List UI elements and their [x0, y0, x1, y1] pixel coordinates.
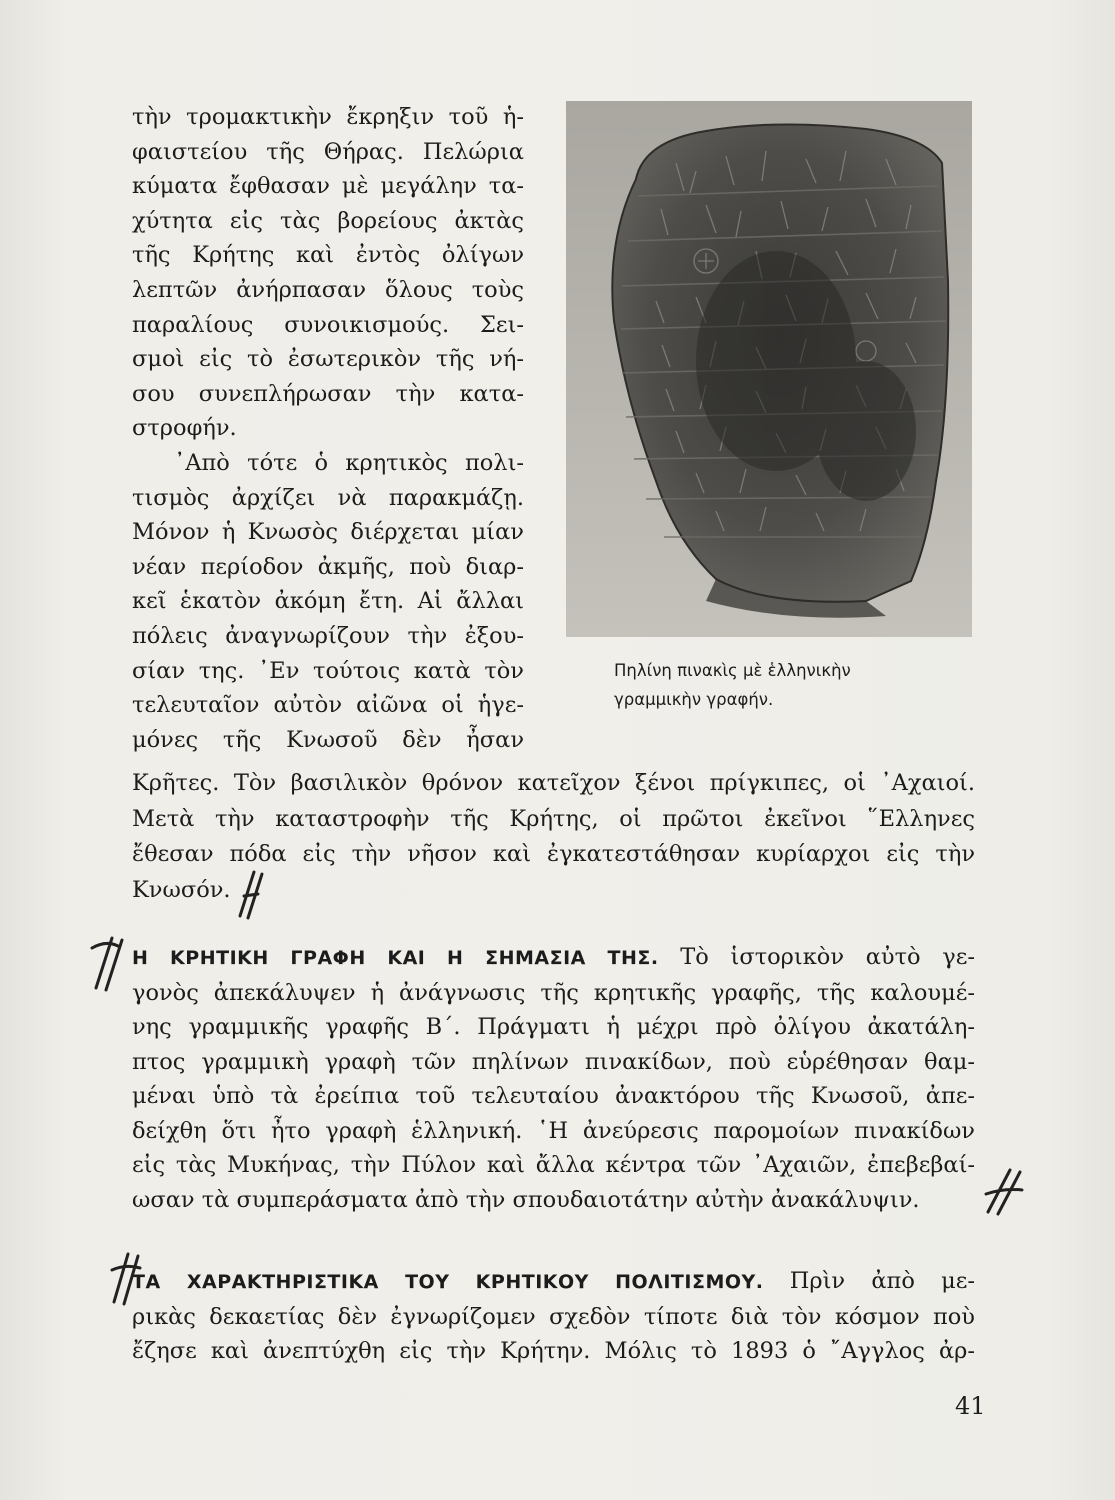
text-line: Κνωσόν.: [132, 876, 231, 903]
section-cretan-script: [132, 940, 975, 1217]
text-line: τελευταῖον αὐτὸν αἰῶνα οἱ ἡγε-: [132, 692, 524, 719]
text-line: εἰς τὰς Μυκήνας, τὴν Πύλον καὶ ἄλλα κέντρα τῶν ᾿Αχαιῶν, ἐπεβεβαί-: [132, 1152, 975, 1178]
figure-caption: [614, 656, 944, 714]
section-heading: ΤΑ ΧΑΡΑΚΤΗΡΙΣΤΙΚΑ ΤΟΥ ΚΡΗΤΙΚΟΥ ΠΟΛΙΤΙΣΜΟΥ.: [132, 1271, 764, 1293]
text-line: λεπτῶν ἀνήρπασαν ὅλους τοὺς: [132, 276, 524, 303]
section-first-line-text: Τὸ ἱστορικὸν αὐτὸ γε-: [658, 944, 975, 970]
text-line: Κρῆτες. Τὸν βασιλικὸν θρόνον κατεῖχον ξένοι πρίγκιπες, οἱ ᾿Αχαιοί.: [132, 770, 975, 796]
text-line: δείχθη ὅτι ἦτο γραφὴ ἑλληνική. ῾Η ἀνεύρεσις παρομοίων πινακίδων: [132, 1117, 975, 1144]
page-number: 41: [955, 1392, 986, 1420]
caption-line: Πηλίνη πινακὶς μὲ ἑλληνικὴν: [614, 661, 851, 680]
text-line: Μόνον ἡ Κνωσὸς διέρχεται μίαν: [132, 519, 524, 546]
text-line: ρικὰς δεκαετίας δὲν ἐγνωρίζομεν σχεδὸν τίποτε διὰ τὸν κόσμον ποὺ: [132, 1303, 975, 1330]
text-line: σίαν της. ᾿Εν τούτοις κατὰ τὸν: [132, 657, 524, 684]
text-line: στροφήν.: [132, 415, 237, 442]
section-first-line-text: Πρὶν ἀπὸ με-: [763, 1268, 976, 1294]
section-heading: Η ΚΡΗΤΙΚΗ ΓΡΑΦΗ ΚΑΙ Η ΣΗΜΑΣΙΑ ΤΗΣ.: [132, 947, 659, 969]
text-line: νέαν περίοδον ἀκμῆς, ποὺ διαρ-: [132, 553, 524, 580]
text-line: φαιστείου τῆς Θήρας. Πελώρια: [132, 138, 524, 165]
clay-tablet-photo: [566, 101, 972, 637]
text-line: πόλεις ἀναγνωρίζουν τὴν ἐξου-: [132, 622, 524, 649]
section-first-line: [132, 940, 975, 976]
text-line: σμοὶ εἰς τὸ ἐσωτερικὸν τῆς νή-: [132, 346, 524, 373]
pen-mark-icon: [86, 930, 136, 994]
text-line: Μετὰ τὴν καταστροφὴν τῆς Κρήτης, οἱ πρῶτοι ἐκεῖνοι ῞Ελληνες: [132, 805, 975, 832]
text-line: ᾿Απὸ τότε ὁ κρητικὸς πολι-: [174, 449, 524, 476]
left-column-text: [132, 100, 524, 757]
caption-line: γραμμικὴν γραφήν.: [614, 690, 774, 709]
section-cretan-civilization: [132, 1264, 975, 1369]
text-line: χύτητα εἰς τὰς βορείους ἀκτὰς: [132, 207, 524, 234]
text-line: παραλίους συνοικισμούς. Σει-: [132, 311, 524, 338]
text-line: νης γραμμικῆς γραφῆς Β΄. Πράγματι ἡ μέχρι πρὸ ὀλίγου ἀκατάλη-: [132, 1014, 975, 1040]
pen-mark-icon: [104, 1248, 150, 1308]
text-line: σου συνεπλήρωσαν τὴν κατα-: [132, 380, 524, 407]
pen-mark-icon: [982, 1164, 1028, 1218]
text-line: κύματα ἔφθασαν μὲ μεγάλην τα-: [132, 173, 524, 200]
text-line: μέναι ὑπὸ τὰ ἐρείπια τοῦ τελευταίου ἀνακτόρου τῆς Κνωσοῦ, ἀπε-: [132, 1083, 975, 1109]
text-line: μόνες τῆς Κνωσοῦ δὲν ἦσαν: [132, 726, 524, 753]
text-line: τῆς Κρήτης καὶ ἐντὸς ὀλίγων: [132, 242, 524, 269]
section-first-line: [132, 1264, 975, 1300]
text-line: ἔθεσαν πόδα εἰς τὴν νῆσον καὶ ἐγκατεστάθησαν κυρίαρχοι εἰς τὴν: [132, 841, 975, 867]
text-line: γονὸς ἀπεκάλυψεν ἡ ἀνάγνωσις τῆς κρητικῆς γραφῆς, τῆς καλουμέ-: [132, 979, 975, 1006]
text-line: κεῖ ἑκατὸν ἀκόμη ἔτη. Αἱ ἄλλαι: [132, 588, 524, 615]
text-line: ωσαν τὰ συμπεράσματα ἀπὸ τὴν σπουδαιοτάτην αὐτὴν ἀνακάλυψιν.: [132, 1186, 920, 1213]
text-line: πτος γραμμικὴ γραφὴ τῶν πηλίνων πινακίδων, ποὺ εὑρέθησαν θαμ-: [132, 1048, 975, 1075]
text-line: τὴν τρομακτικὴν ἔκρηξιν τοῦ ἡ-: [132, 104, 524, 130]
text-line: ἔζησε καὶ ἀνεπτύχθη εἰς τὴν Κρήτην. Μόλις τὸ 1893 ὁ ῎Αγγλος ἀρ-: [132, 1338, 975, 1364]
text-line: τισμὸς ἀρχίζει νὰ παρακμάζῃ.: [132, 484, 524, 511]
tablet-illustration: [566, 101, 972, 637]
pen-mark-icon: [232, 866, 272, 922]
